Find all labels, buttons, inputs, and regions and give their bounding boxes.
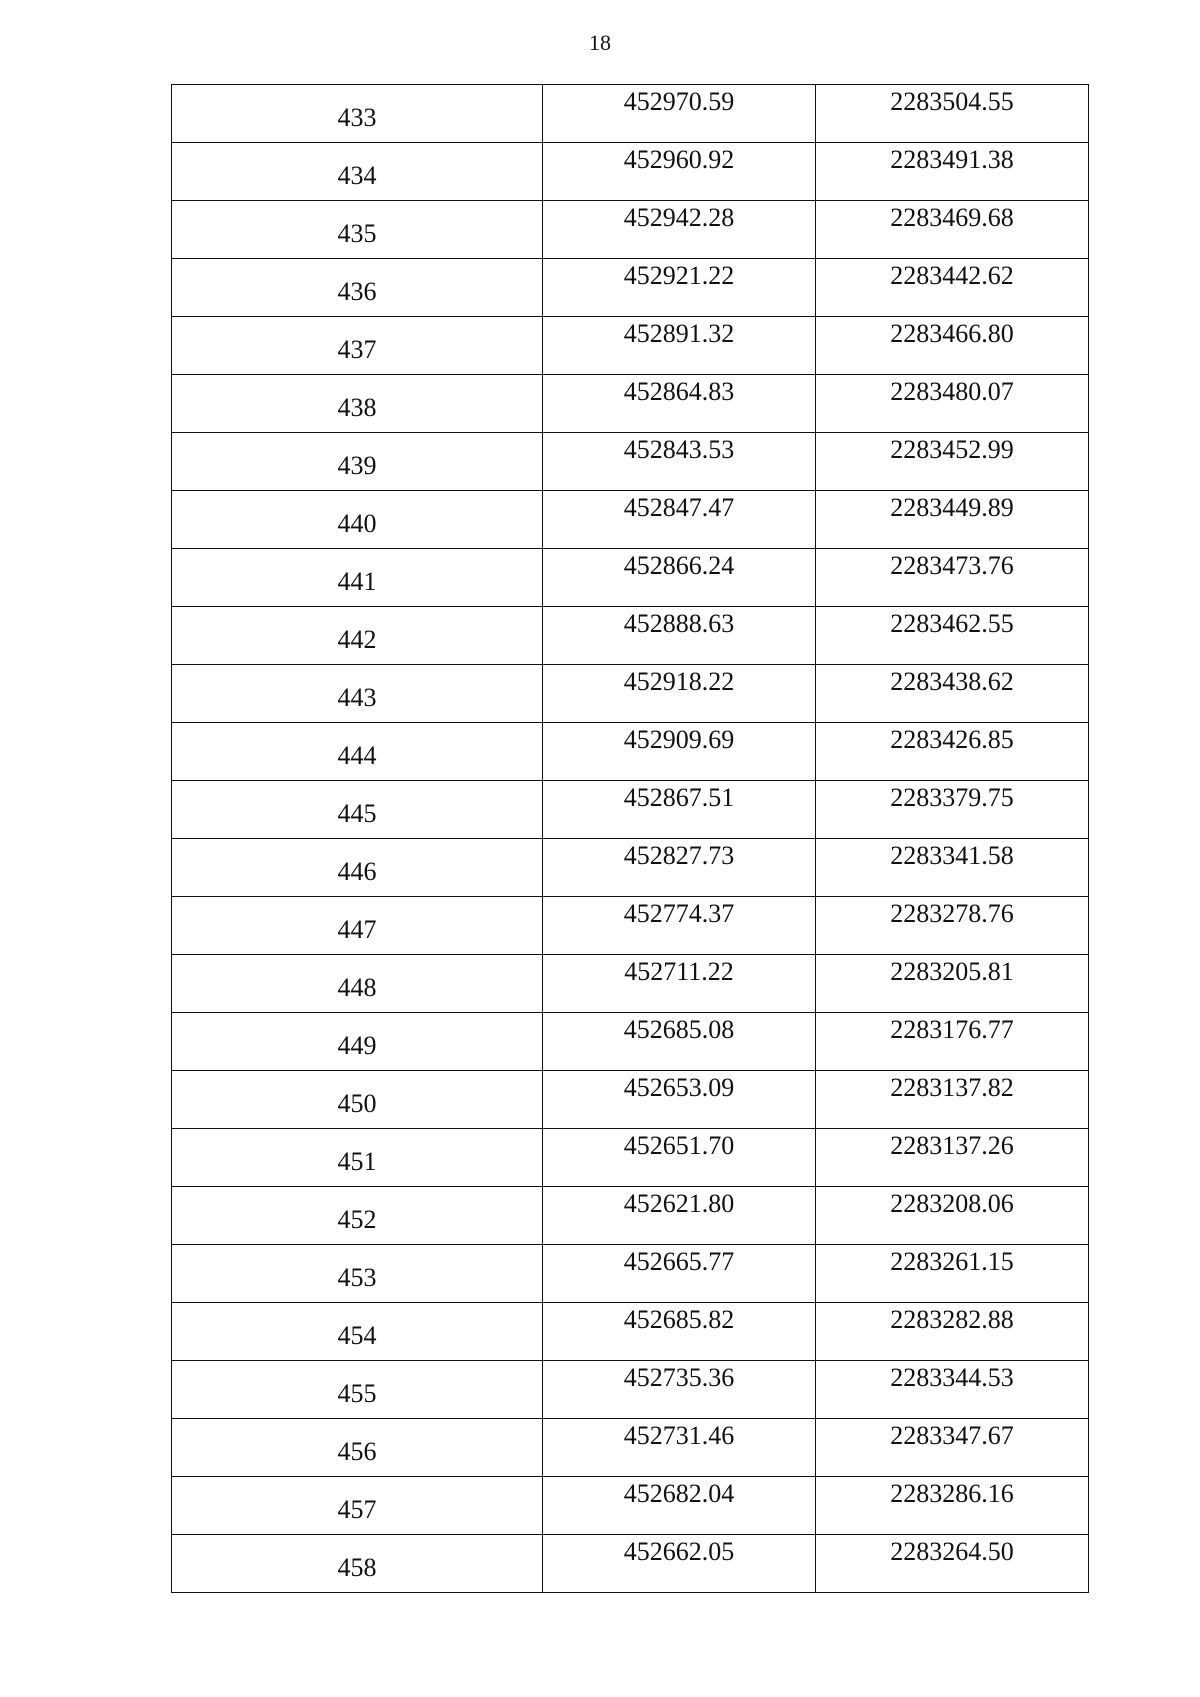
- y-coordinate-cell: 2283176.77: [816, 1013, 1089, 1071]
- y-coordinate-cell: 2283264.50: [816, 1535, 1089, 1593]
- table-row: [172, 433, 1089, 491]
- point-number-cell: 452: [172, 1187, 543, 1245]
- x-coordinate-cell: 452774.37: [543, 897, 816, 955]
- point-number-cell: 444: [172, 723, 543, 781]
- y-coordinate-cell: 2283286.16: [816, 1477, 1089, 1535]
- table-row: [172, 897, 1089, 955]
- x-coordinate-cell: 452735.36: [543, 1361, 816, 1419]
- coordinates-table-body: [172, 85, 1089, 1593]
- table-row: [172, 1187, 1089, 1245]
- table-row: [172, 723, 1089, 781]
- point-number-cell: 448: [172, 955, 543, 1013]
- point-number-cell: 457: [172, 1477, 543, 1535]
- point-number-cell: 450: [172, 1071, 543, 1129]
- y-coordinate-cell: 2283282.88: [816, 1303, 1089, 1361]
- x-coordinate-cell: 452711.22: [543, 955, 816, 1013]
- table-row: [172, 1071, 1089, 1129]
- y-coordinate-cell: 2283205.81: [816, 955, 1089, 1013]
- x-coordinate-cell: 452685.08: [543, 1013, 816, 1071]
- x-coordinate-cell: 452621.80: [543, 1187, 816, 1245]
- y-coordinate-cell: 2283137.26: [816, 1129, 1089, 1187]
- x-coordinate-cell: 452864.83: [543, 375, 816, 433]
- table-row: [172, 1303, 1089, 1361]
- point-number-cell: 443: [172, 665, 543, 723]
- table-row: [172, 839, 1089, 897]
- point-number-cell: 435: [172, 201, 543, 259]
- x-coordinate-cell: 452960.92: [543, 143, 816, 201]
- x-coordinate-cell: 452918.22: [543, 665, 816, 723]
- point-number-cell: 453: [172, 1245, 543, 1303]
- point-number-cell: 446: [172, 839, 543, 897]
- point-number-cell: 455: [172, 1361, 543, 1419]
- table-row: [172, 1477, 1089, 1535]
- y-coordinate-cell: 2283379.75: [816, 781, 1089, 839]
- table-row: [172, 317, 1089, 375]
- y-coordinate-cell: 2283442.62: [816, 259, 1089, 317]
- table-row: [172, 85, 1089, 143]
- table-row: [172, 665, 1089, 723]
- y-coordinate-cell: 2283462.55: [816, 607, 1089, 665]
- point-number-cell: 442: [172, 607, 543, 665]
- x-coordinate-cell: 452921.22: [543, 259, 816, 317]
- table-row: [172, 259, 1089, 317]
- table-row: [172, 375, 1089, 433]
- point-number-cell: 439: [172, 433, 543, 491]
- table-row: [172, 955, 1089, 1013]
- x-coordinate-cell: 452827.73: [543, 839, 816, 897]
- point-number-cell: 447: [172, 897, 543, 955]
- y-coordinate-cell: 2283261.15: [816, 1245, 1089, 1303]
- y-coordinate-cell: 2283278.76: [816, 897, 1089, 955]
- y-coordinate-cell: 2283347.67: [816, 1419, 1089, 1477]
- y-coordinate-cell: 2283473.76: [816, 549, 1089, 607]
- table-row: [172, 781, 1089, 839]
- point-number-cell: 433: [172, 85, 543, 143]
- x-coordinate-cell: 452847.47: [543, 491, 816, 549]
- table-row: [172, 201, 1089, 259]
- table-row: [172, 607, 1089, 665]
- table-row: [172, 1419, 1089, 1477]
- x-coordinate-cell: 452867.51: [543, 781, 816, 839]
- table-row: [172, 1535, 1089, 1593]
- table-row: [172, 1245, 1089, 1303]
- point-number-cell: 440: [172, 491, 543, 549]
- point-number-cell: 451: [172, 1129, 543, 1187]
- y-coordinate-cell: 2283137.82: [816, 1071, 1089, 1129]
- y-coordinate-cell: 2283491.38: [816, 143, 1089, 201]
- point-number-cell: 438: [172, 375, 543, 433]
- table-row: [172, 1361, 1089, 1419]
- table-row: [172, 549, 1089, 607]
- y-coordinate-cell: 2283504.55: [816, 85, 1089, 143]
- table-row: [172, 1013, 1089, 1071]
- y-coordinate-cell: 2283449.89: [816, 491, 1089, 549]
- x-coordinate-cell: 452665.77: [543, 1245, 816, 1303]
- point-number-cell: 449: [172, 1013, 543, 1071]
- y-coordinate-cell: 2283341.58: [816, 839, 1089, 897]
- table-row: [172, 143, 1089, 201]
- y-coordinate-cell: 2283466.80: [816, 317, 1089, 375]
- y-coordinate-cell: 2283208.06: [816, 1187, 1089, 1245]
- x-coordinate-cell: 452651.70: [543, 1129, 816, 1187]
- x-coordinate-cell: 452685.82: [543, 1303, 816, 1361]
- x-coordinate-cell: 452866.24: [543, 549, 816, 607]
- point-number-cell: 445: [172, 781, 543, 839]
- coordinates-table: [171, 84, 1089, 1593]
- y-coordinate-cell: 2283344.53: [816, 1361, 1089, 1419]
- x-coordinate-cell: 452662.05: [543, 1535, 816, 1593]
- point-number-cell: 434: [172, 143, 543, 201]
- point-number-cell: 436: [172, 259, 543, 317]
- point-number-cell: 458: [172, 1535, 543, 1593]
- x-coordinate-cell: 452682.04: [543, 1477, 816, 1535]
- y-coordinate-cell: 2283452.99: [816, 433, 1089, 491]
- x-coordinate-cell: 452888.63: [543, 607, 816, 665]
- point-number-cell: 437: [172, 317, 543, 375]
- page-number: 18: [589, 30, 611, 55]
- x-coordinate-cell: 452942.28: [543, 201, 816, 259]
- table-row: [172, 1129, 1089, 1187]
- x-coordinate-cell: 452731.46: [543, 1419, 816, 1477]
- y-coordinate-cell: 2283426.85: [816, 723, 1089, 781]
- x-coordinate-cell: 452653.09: [543, 1071, 816, 1129]
- x-coordinate-cell: 452891.32: [543, 317, 816, 375]
- point-number-cell: 454: [172, 1303, 543, 1361]
- point-number-cell: 456: [172, 1419, 543, 1477]
- point-number-cell: 441: [172, 549, 543, 607]
- x-coordinate-cell: 452909.69: [543, 723, 816, 781]
- table-row: [172, 491, 1089, 549]
- y-coordinate-cell: 2283438.62: [816, 665, 1089, 723]
- x-coordinate-cell: 452843.53: [543, 433, 816, 491]
- y-coordinate-cell: 2283469.68: [816, 201, 1089, 259]
- y-coordinate-cell: 2283480.07: [816, 375, 1089, 433]
- x-coordinate-cell: 452970.59: [543, 85, 816, 143]
